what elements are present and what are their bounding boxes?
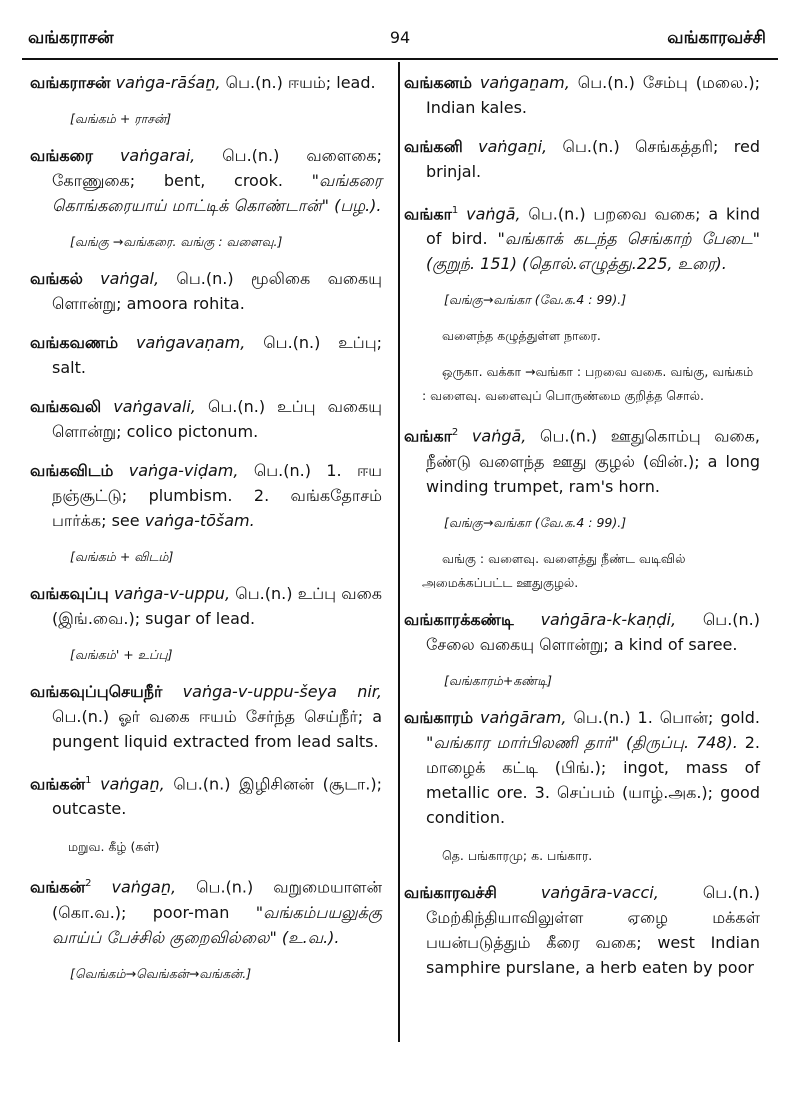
headword: வங்கன் bbox=[30, 774, 86, 794]
dictionary-entry bbox=[404, 70, 760, 120]
transliteration: vaṅgāram, bbox=[480, 707, 567, 727]
etymology: [வங்கம் + விடம்] bbox=[70, 549, 174, 564]
etymology: [வெங்கம்→வெங்கன்→வங்கன்.] bbox=[70, 965, 252, 981]
dictionary-entry bbox=[30, 871, 382, 949]
right-column bbox=[404, 70, 760, 994]
definition: பெ.(n.) இழிசினன் (சூடா.); outcaste. bbox=[52, 774, 382, 819]
definition: பெ.(n.) ஓர் வகை ஈயம் சேர்ந்த செய்நீர்; a pungent liquid extracted from lead salts. bbox=[52, 707, 382, 751]
quotation: "வங்கார மார்பிலணி தார்" (திருப்பு. 748). bbox=[426, 732, 738, 752]
transliteration: vaṅgaṉam, bbox=[479, 73, 570, 92]
transliteration: vaṅgaṉi, bbox=[478, 137, 548, 156]
etymology: [வங்கம் + ராசன்] bbox=[70, 111, 172, 126]
headword: வங்கன் bbox=[30, 877, 86, 897]
headword: வங்கனம் bbox=[404, 73, 472, 92]
homonym-number: 1 bbox=[85, 775, 92, 786]
etymology: [வங்கு →வங்கரை. வங்கு : வளைவு.] bbox=[70, 234, 283, 249]
page-number: 94 bbox=[389, 28, 411, 47]
headword: வங்காரக்கண்டி bbox=[404, 609, 514, 629]
transliteration: vaṅgavali, bbox=[113, 397, 196, 416]
usage-note: ஒருகா. வக்கா →வங்கா : பறவை வகை. வங்கு, வங்கம் : வளைவு. வளைவுப் பொருண்மை குறித்த சொல். bbox=[422, 364, 754, 404]
transliteration: vaṅgarai, bbox=[119, 146, 196, 165]
dictionary-entry bbox=[30, 394, 382, 444]
transliteration: vaṅgā, bbox=[466, 204, 521, 224]
quotation: "வங்கம்பயலுக்கு வாய்ப் பேச்சில் குறைவில்லை" (உ.வ.). bbox=[52, 902, 382, 947]
dictionary-entry bbox=[404, 880, 760, 980]
usage-note: வங்கு : வளைவு. வளைத்து நீண்ட வடிவில் அமைக்கப்பட்ட ஊதுகுழல். bbox=[422, 550, 686, 590]
dictionary-entry bbox=[404, 607, 760, 657]
quotation: "வங்கரை கொங்கரையாய் மாட்டிக் கொண்டான்" (பழ.). bbox=[52, 171, 382, 215]
definition: பெ.(n.) உப்பு வகையு ளொன்று; colico pictonum. bbox=[52, 397, 382, 441]
dictionary-entry bbox=[404, 705, 760, 830]
headword: வங்கவுப்புசெயநீர் bbox=[30, 682, 163, 701]
definition-continued: 2. மாழைக் கட்டி (பிங்.); ingot, mass of metallic ore. 3. செப்பம் (யாழ்.அக.); good condition. bbox=[426, 732, 760, 827]
headword: வங்கவுப்பு bbox=[30, 584, 109, 603]
transliteration: vaṅgaṉ, bbox=[100, 774, 165, 794]
definition: பெ.(n.) சேலை வகையு ளொன்று; a kind of saree. bbox=[426, 609, 760, 654]
headword: வங்கராசன் bbox=[30, 73, 111, 92]
transliteration: vaṅgā, bbox=[471, 426, 527, 446]
dictionary-entry bbox=[30, 143, 382, 218]
header-left-guideword: வங்கராசன் bbox=[28, 28, 114, 48]
definition: பெ.(n.) செங்கத்தரி; red brinjal. bbox=[426, 137, 760, 181]
transliteration: vaṅgal, bbox=[100, 269, 160, 288]
headword: வங்காரம் bbox=[404, 707, 474, 727]
headword: வங்கா bbox=[404, 204, 452, 224]
definition: பெ.(n.) பறவை வகை; a kind of bird. bbox=[426, 204, 760, 249]
usage-note: மறுவ. கீழ் (கள்) bbox=[68, 839, 160, 855]
dictionary-entry bbox=[30, 768, 382, 821]
definition: பெ.(n.) உப்பு; salt. bbox=[52, 333, 382, 377]
transliteration: vaṅgāra-vacci, bbox=[540, 882, 659, 902]
header-right-guideword: வங்காரவச்சி bbox=[667, 28, 766, 48]
homonym-number: 2 bbox=[85, 878, 92, 890]
headword: வங்கவணம் bbox=[30, 333, 119, 352]
quotation: "வங்காக் கடந்த செங்காற் பேடை" (குறுந். 151) (தொல்.எழுத்து.225, உரை). bbox=[426, 229, 760, 274]
transliteration: vaṅgāra-k-kaṇḍi, bbox=[540, 609, 677, 629]
definition: பெ.(n.) ஊதுகொம்பு வகை, நீண்டு வளைந்த ஊது குழல் (வின்.); a long winding trumpet, ram's horn. bbox=[426, 426, 761, 496]
etymology: [வங்கு→வங்கா (வே.க.4 : 99).] bbox=[444, 292, 627, 308]
definition: பெ.(n.) ஈயம்; lead. bbox=[220, 73, 376, 92]
definition: பெ.(n.) மூலிகை வகையு ளொன்று; amoora rohita. bbox=[52, 269, 382, 313]
usage-note: வளைந்த கழுத்துள்ள நாரை. bbox=[442, 328, 601, 344]
dictionary-entry bbox=[30, 581, 382, 631]
transliteration: vaṅgaṉ, bbox=[111, 877, 177, 897]
headword: வங்கா bbox=[404, 426, 452, 446]
definition: பெ.(n.) 1. பொன்; gold. bbox=[566, 707, 760, 727]
definition: பெ.(n.) மேற்கிந்தியாவிலுள்ள ஏழை மக்கள் பயன்படுத்தும் கீரை வகை; west Indian samphire purslane, a herb eaten by poor bbox=[426, 882, 760, 977]
homonym-number: 1 bbox=[451, 205, 459, 216]
left-column bbox=[30, 70, 382, 998]
dictionary-entry bbox=[30, 70, 382, 95]
headword: வங்கனி bbox=[404, 137, 463, 156]
etymology: [வங்கு→வங்கா (வே.க.4 : 99).] bbox=[444, 514, 627, 530]
dictionary-entry bbox=[30, 330, 382, 380]
definition: பெ.(n.) 1. ஈய நஞ்சூட்டு; plumbism. 2. வங்கதோசம் பார்க்க; see bbox=[52, 461, 382, 530]
transliteration: vaṅga-rāśaṉ, bbox=[115, 73, 221, 92]
dictionary-entry bbox=[30, 458, 382, 533]
homonym-number: 2 bbox=[451, 427, 459, 439]
usage-note: தெ. பங்காரமு; க. பங்கார. bbox=[442, 847, 593, 863]
header-rule bbox=[22, 58, 778, 60]
transliteration: vaṅgavaṇam, bbox=[136, 333, 246, 352]
headword: வங்கவலி bbox=[30, 397, 102, 416]
headword: வங்கரை bbox=[30, 146, 93, 165]
dictionary-entry bbox=[404, 198, 760, 276]
headword: வங்காரவச்சி bbox=[404, 882, 497, 902]
transliteration: vaṅga-v-uppu, bbox=[113, 584, 231, 603]
headword: வங்கல் bbox=[30, 269, 83, 288]
dictionary-entry bbox=[404, 420, 760, 498]
definition: பெ.(n.) வறுமையாளன் (கொ.வ.); poor-man bbox=[52, 877, 382, 922]
definition: பெ.(n.) உப்பு வகை (இங்.வை.); sugar of lead. bbox=[52, 584, 382, 628]
headword: வங்கவிடம் bbox=[30, 461, 114, 480]
definition: பெ.(n.) சேம்பு (மலை.); Indian kales. bbox=[426, 73, 760, 117]
cross-reference: vaṅga-tōšam. bbox=[144, 511, 255, 530]
dictionary-entry bbox=[404, 134, 760, 184]
etymology: [வங்கம்' + உப்பு] bbox=[70, 647, 173, 662]
dictionary-entry bbox=[30, 266, 382, 316]
etymology: [வங்காரம்+கண்டி] bbox=[444, 672, 553, 688]
transliteration: vaṅga-viḍam, bbox=[128, 461, 239, 480]
page-header bbox=[22, 28, 778, 62]
transliteration: vaṅga-v-uppu-šeya nir, bbox=[182, 682, 382, 701]
column-divider bbox=[398, 62, 400, 1042]
definition: பெ.(n.) வளைகை; கோணுகை; bent, crook. bbox=[52, 146, 383, 190]
dictionary-entry bbox=[30, 679, 382, 754]
